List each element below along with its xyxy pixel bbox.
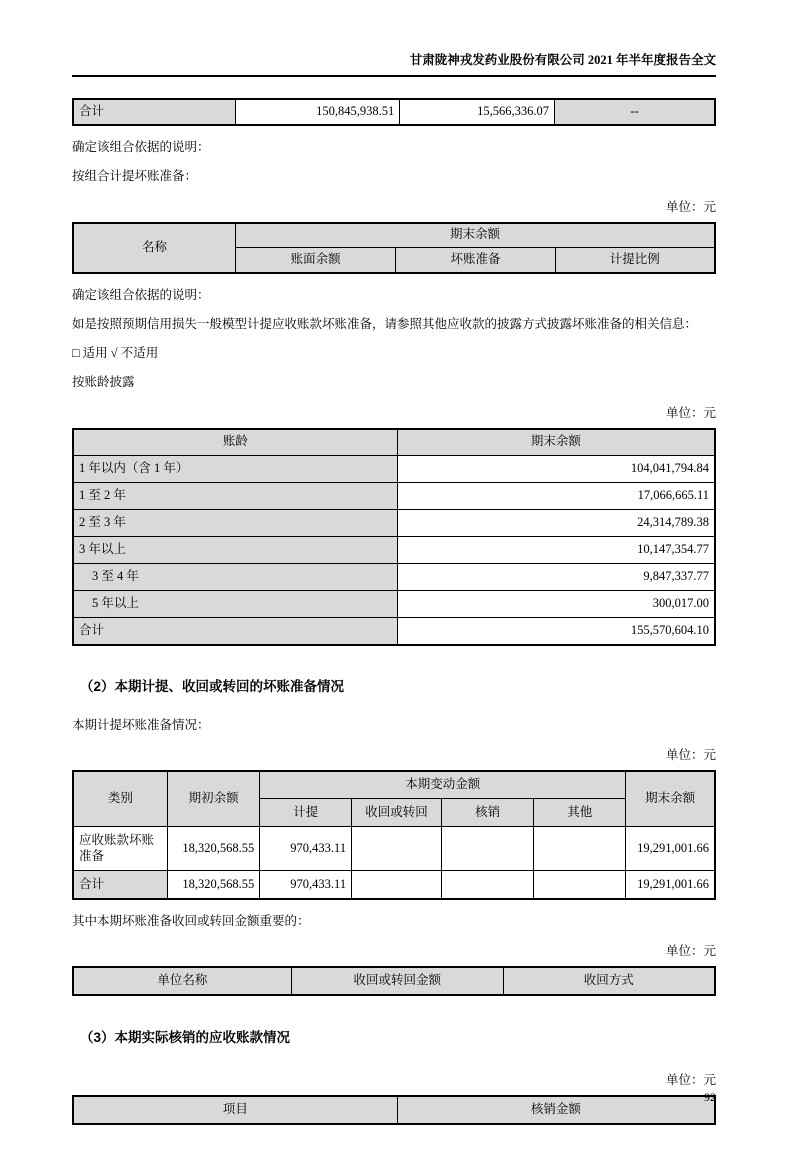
aging-label-cell: 5 年以上	[73, 591, 397, 618]
table-row	[73, 99, 715, 125]
unit-label: 单位：元	[665, 944, 716, 958]
aging-label-cell: 2 至 3 年	[73, 510, 397, 537]
unit-label: 单位：元	[665, 1073, 716, 1087]
document-header-title: 甘肃陇神戎发药业股份有限公司 2021 年半年度报告全文	[72, 50, 716, 77]
table-row	[73, 827, 715, 871]
table-row	[73, 618, 715, 645]
writeoff-amount-header-cell: 核销金额	[397, 1096, 715, 1124]
ratio-cell: --	[554, 99, 715, 125]
page-number: 92	[704, 1090, 716, 1104]
table-row	[73, 223, 715, 248]
closing-cell: 19,291,001.66	[626, 827, 715, 871]
opening-balance-header-cell: 期初余额	[167, 771, 259, 827]
aging-value-cell: 17,066,665.11	[397, 483, 715, 510]
unit-label: 单位：元	[665, 405, 716, 420]
writeoff-cell	[441, 827, 533, 871]
section-2-heading: （2）本期计提、收回或转回的坏账准备情况	[80, 678, 345, 694]
total-label-cell: 合计	[73, 99, 235, 125]
closing-balance-header-cell: 期末余额	[626, 771, 715, 827]
accrual-cell: 970,433.11	[260, 871, 352, 899]
category-header-cell: 类别	[73, 771, 167, 827]
unit-label: 单位：元	[665, 199, 716, 214]
closing-cell: 19,291,001.66	[626, 871, 715, 899]
recovery-method-header-cell: 收回方式	[503, 967, 715, 995]
note-current-accrual: 本期计提坏账准备情况：	[72, 717, 210, 732]
writeoff-table	[72, 1095, 716, 1125]
writeoff-cell	[441, 871, 533, 899]
note-combo-basis-1: 确定该组合依据的说明：	[72, 140, 210, 154]
table-header-row	[73, 771, 715, 799]
item-header-cell: 项目	[73, 1096, 397, 1124]
unit-name-header-cell: 单位名称	[73, 967, 291, 995]
table-row	[73, 564, 715, 591]
note-aging-disclosure: 按账龄披露	[72, 375, 135, 390]
writeoff-header-cell: 核销	[441, 799, 533, 827]
recovery-table	[72, 966, 716, 996]
applicable-checkbox-line: □ 适用 √ 不适用	[72, 346, 159, 360]
table-row	[73, 483, 715, 510]
name-header-cell: 名称	[73, 223, 235, 273]
note-ecl: 如是按照预期信用损失一般模型计提应收账款坏账准备，请参照其他应收款的披露方式披露坏账准备的相关信息：	[72, 316, 698, 331]
table-row	[73, 537, 715, 564]
aging-value-cell: 300,017.00	[397, 591, 715, 618]
combo-detail-table	[72, 222, 716, 274]
accrual-header-cell: 计提	[260, 799, 352, 827]
aging-total-value-cell: 155,570,604.10	[397, 618, 715, 645]
recovered-cell	[352, 827, 442, 871]
table-header-row	[73, 1096, 715, 1124]
category-cell: 应收账款坏账准备	[73, 827, 167, 871]
other-cell	[534, 827, 626, 871]
provision-movement-table	[72, 770, 716, 900]
table-row	[73, 510, 715, 537]
aging-label-cell: 1 至 2 年	[73, 483, 397, 510]
table-header-row	[73, 429, 715, 456]
aging-value-cell: 9,847,337.77	[397, 564, 715, 591]
total-label-cell: 合计	[73, 871, 167, 899]
movement-header-cell: 本期变动金额	[260, 771, 626, 799]
aging-value-cell: 10,147,354.77	[397, 537, 715, 564]
ending-balance-header-cell: 期末余额	[235, 223, 715, 248]
table-total-row	[73, 871, 715, 899]
aging-label-cell: 3 至 4 年	[73, 564, 397, 591]
combo-provision-total-table	[72, 98, 716, 126]
recovered-cell	[352, 871, 442, 899]
accrual-cell: 970,433.11	[260, 827, 352, 871]
unit-label: 单位：元	[665, 747, 716, 762]
opening-cell: 18,320,568.55	[167, 827, 259, 871]
note-combo-accrual: 按组合计提坏账准备：	[72, 169, 198, 184]
other-header-cell: 其他	[534, 799, 626, 827]
note-combo-basis-2: 确定该组合依据的说明：	[72, 287, 210, 302]
table-row	[73, 456, 715, 483]
aging-value-cell: 24,314,789.38	[397, 510, 715, 537]
aging-label-cell: 1 年以内（含 1 年）	[73, 456, 397, 483]
aging-header-cell: 账龄	[73, 429, 397, 456]
bad-debt-header-cell: 坏账准备	[396, 248, 555, 273]
book-balance-cell: 150,845,938.51	[235, 99, 399, 125]
aging-total-label-cell: 合计	[73, 618, 397, 645]
page-content	[72, 50, 716, 1125]
aging-value-cell: 104,041,794.84	[397, 456, 715, 483]
recovery-amount-header-cell: 收回或转回金额	[291, 967, 503, 995]
section-3-heading: （3）本期实际核销的应收账款情况	[80, 1030, 291, 1045]
recovered-header-cell: 收回或转回	[352, 799, 442, 827]
aging-label-cell: 3 年以上	[73, 537, 397, 564]
book-balance-header-cell: 账面余额	[235, 248, 396, 273]
note-important-recovery: 其中本期坏账准备收回或转回金额重要的：	[72, 913, 310, 928]
report-page	[0, 50, 793, 1172]
ending-balance-header-cell: 期末余额	[397, 429, 715, 456]
table-header-row	[73, 967, 715, 995]
ratio-header-cell: 计提比例	[555, 248, 715, 273]
aging-table	[72, 428, 716, 646]
opening-cell: 18,320,568.55	[167, 871, 259, 899]
table-row	[73, 591, 715, 618]
other-cell	[534, 871, 626, 899]
bad-debt-provision-cell: 15,566,336.07	[400, 99, 555, 125]
